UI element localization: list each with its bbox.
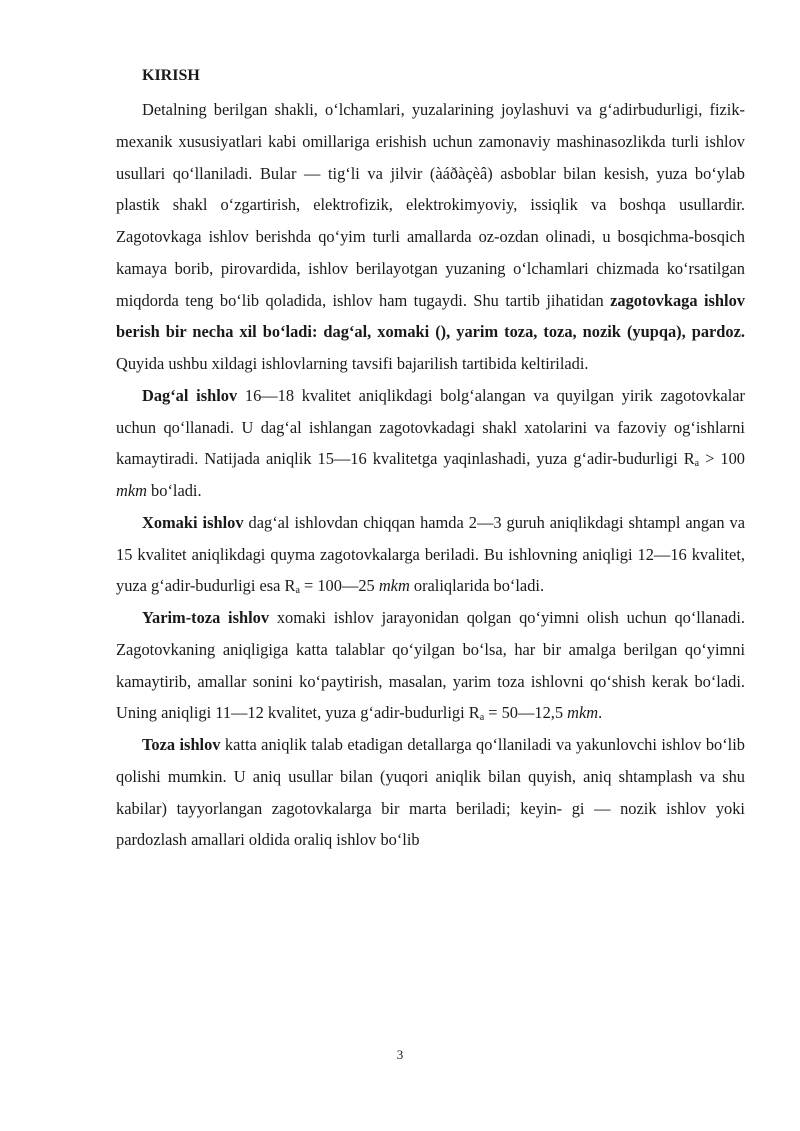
section-heading: KIRISH [142, 67, 200, 84]
dagal-text: 16—18 kvalitet aniqlikdagi bolg‘alangan va quyilgan yirik zagotovkalar uchun qo‘llanadi. U dag‘al ishlangan zagotovkadagi shakl xatolarini va fazoviy og‘ishlarni kamaytiradi. Natijada aniqlik 15—16 kvalitetga yaqinlashadi, yuza g‘adir-budurligi R [116, 385, 745, 469]
dagal-paragraph [116, 380, 745, 507]
dagal-subscript: a [694, 458, 700, 470]
toza-term: Toza ishlov [142, 735, 221, 754]
dagal-unit: mkm [116, 481, 147, 500]
xomaki-term: Xomaki ishlov [142, 512, 244, 532]
toza-text: katta aniqlik talab etadigan detallarga qo‘llaniladi va yakunlovchi ishlov bo‘lib qolishi mumkin. U aniq usullar bilan (yuqori aniqlik bilan quyish, aniq shtamplash va shu kabilar) tayyorlangan zagotovkalarga bir marta beriladi; keyin- gi — nozik ishlov yoki pardozlash amallari oldida oraliq ishlov bo‘lib [116, 735, 745, 850]
yarim-toza-text: xomaki ishlov jarayonidan qolgan qo‘yimni olish uchun qo‘llanadi. Zagotovkaning aniqligiga katta talablar qo‘yilgan bo‘lsa, har bir amalga berilgan qo‘yimni kamaytirib, amallar sonini ko‘paytirish, masalan, yarim toza ishlovni qo‘shish kerak bo‘ladi. Uning aniqligi 11—12 kvalitet, yuza g‘adir-budurligi R [116, 608, 745, 723]
yarim-toza-value: = 50—12,5 [484, 703, 568, 723]
toza-paragraph [116, 729, 745, 856]
xomaki-paragraph [116, 507, 745, 602]
dagal-value: > 100 [699, 449, 746, 469]
yarim-toza-paragraph [116, 602, 745, 729]
xomaki-unit: mkm [378, 576, 410, 596]
xomaki-subscript: a [295, 585, 300, 597]
intro-bold-text: zagotovkaga ishlov berish bir necha xil bo‘ladi: dag‘al, xomaki (), yarim toza, toza, nozik (yupqa), pardoz. [116, 290, 745, 342]
yarim-toza-unit: mkm [567, 703, 599, 723]
xomaki-text: dag‘al ishlovdan chiqqan hamda 2—3 guruh aniqlikdagi shtampl angan va 15 kvalitet aniqlikdagi quyma zagotovkalarga beriladi. Bu ishlovning aniqligi 12—16 kvalitet, yuza g‘adir-budurligi esa R [116, 512, 745, 596]
yarim-toza-end: . [598, 703, 603, 723]
page-number: 3 [396, 1047, 404, 1062]
dagal-term: Dag‘al ishlov [142, 385, 238, 405]
yarim-toza-subscript: a [479, 712, 485, 724]
intro-paragraph [116, 94, 745, 380]
dagal-end: bo‘ladi. [146, 481, 202, 500]
yarim-toza-term: Yarim-toza ishlov [142, 608, 270, 627]
intro-tail-text: Quyida ushbu xildagi ishlovlarning tavsifi bajarilish tartibida keltiriladi. [116, 354, 589, 373]
xomaki-end: oraliqlarida bo‘ladi. [409, 576, 545, 596]
xomaki-value: = 100—25 [299, 576, 379, 596]
intro-text: Detalning berilgan shakli, o‘lchamlari, yuzalarining joylashuvi va g‘adirbudurligi, fizik-mexanik xususiyatlari kabi omillariga erishish uchun zamonaviy mashinasozlikda turli ishlov usullari qo‘llaniladi. Bular — tig‘li va jilvir (àáðàçèâ) asboblar bilan kesish, yuza bo‘ylab plastik shakl o‘zgartirish, elektrofizik, elektrokimyoviy, issiqlik va boshqa usullardir. Zagotovkaga ishlov berishda qo‘yim turli amallarda oz-ozdan olinadi, u bosqichma-bosqich kamaya borib, pirovardida, ishlov berilayotgan yuzaning o‘lchamlari chizmada ko‘rsatilgan miqdorda teng bo‘lib qoladida, ishlov ham tugaydi. Shu tartib jihatidan [116, 100, 745, 310]
